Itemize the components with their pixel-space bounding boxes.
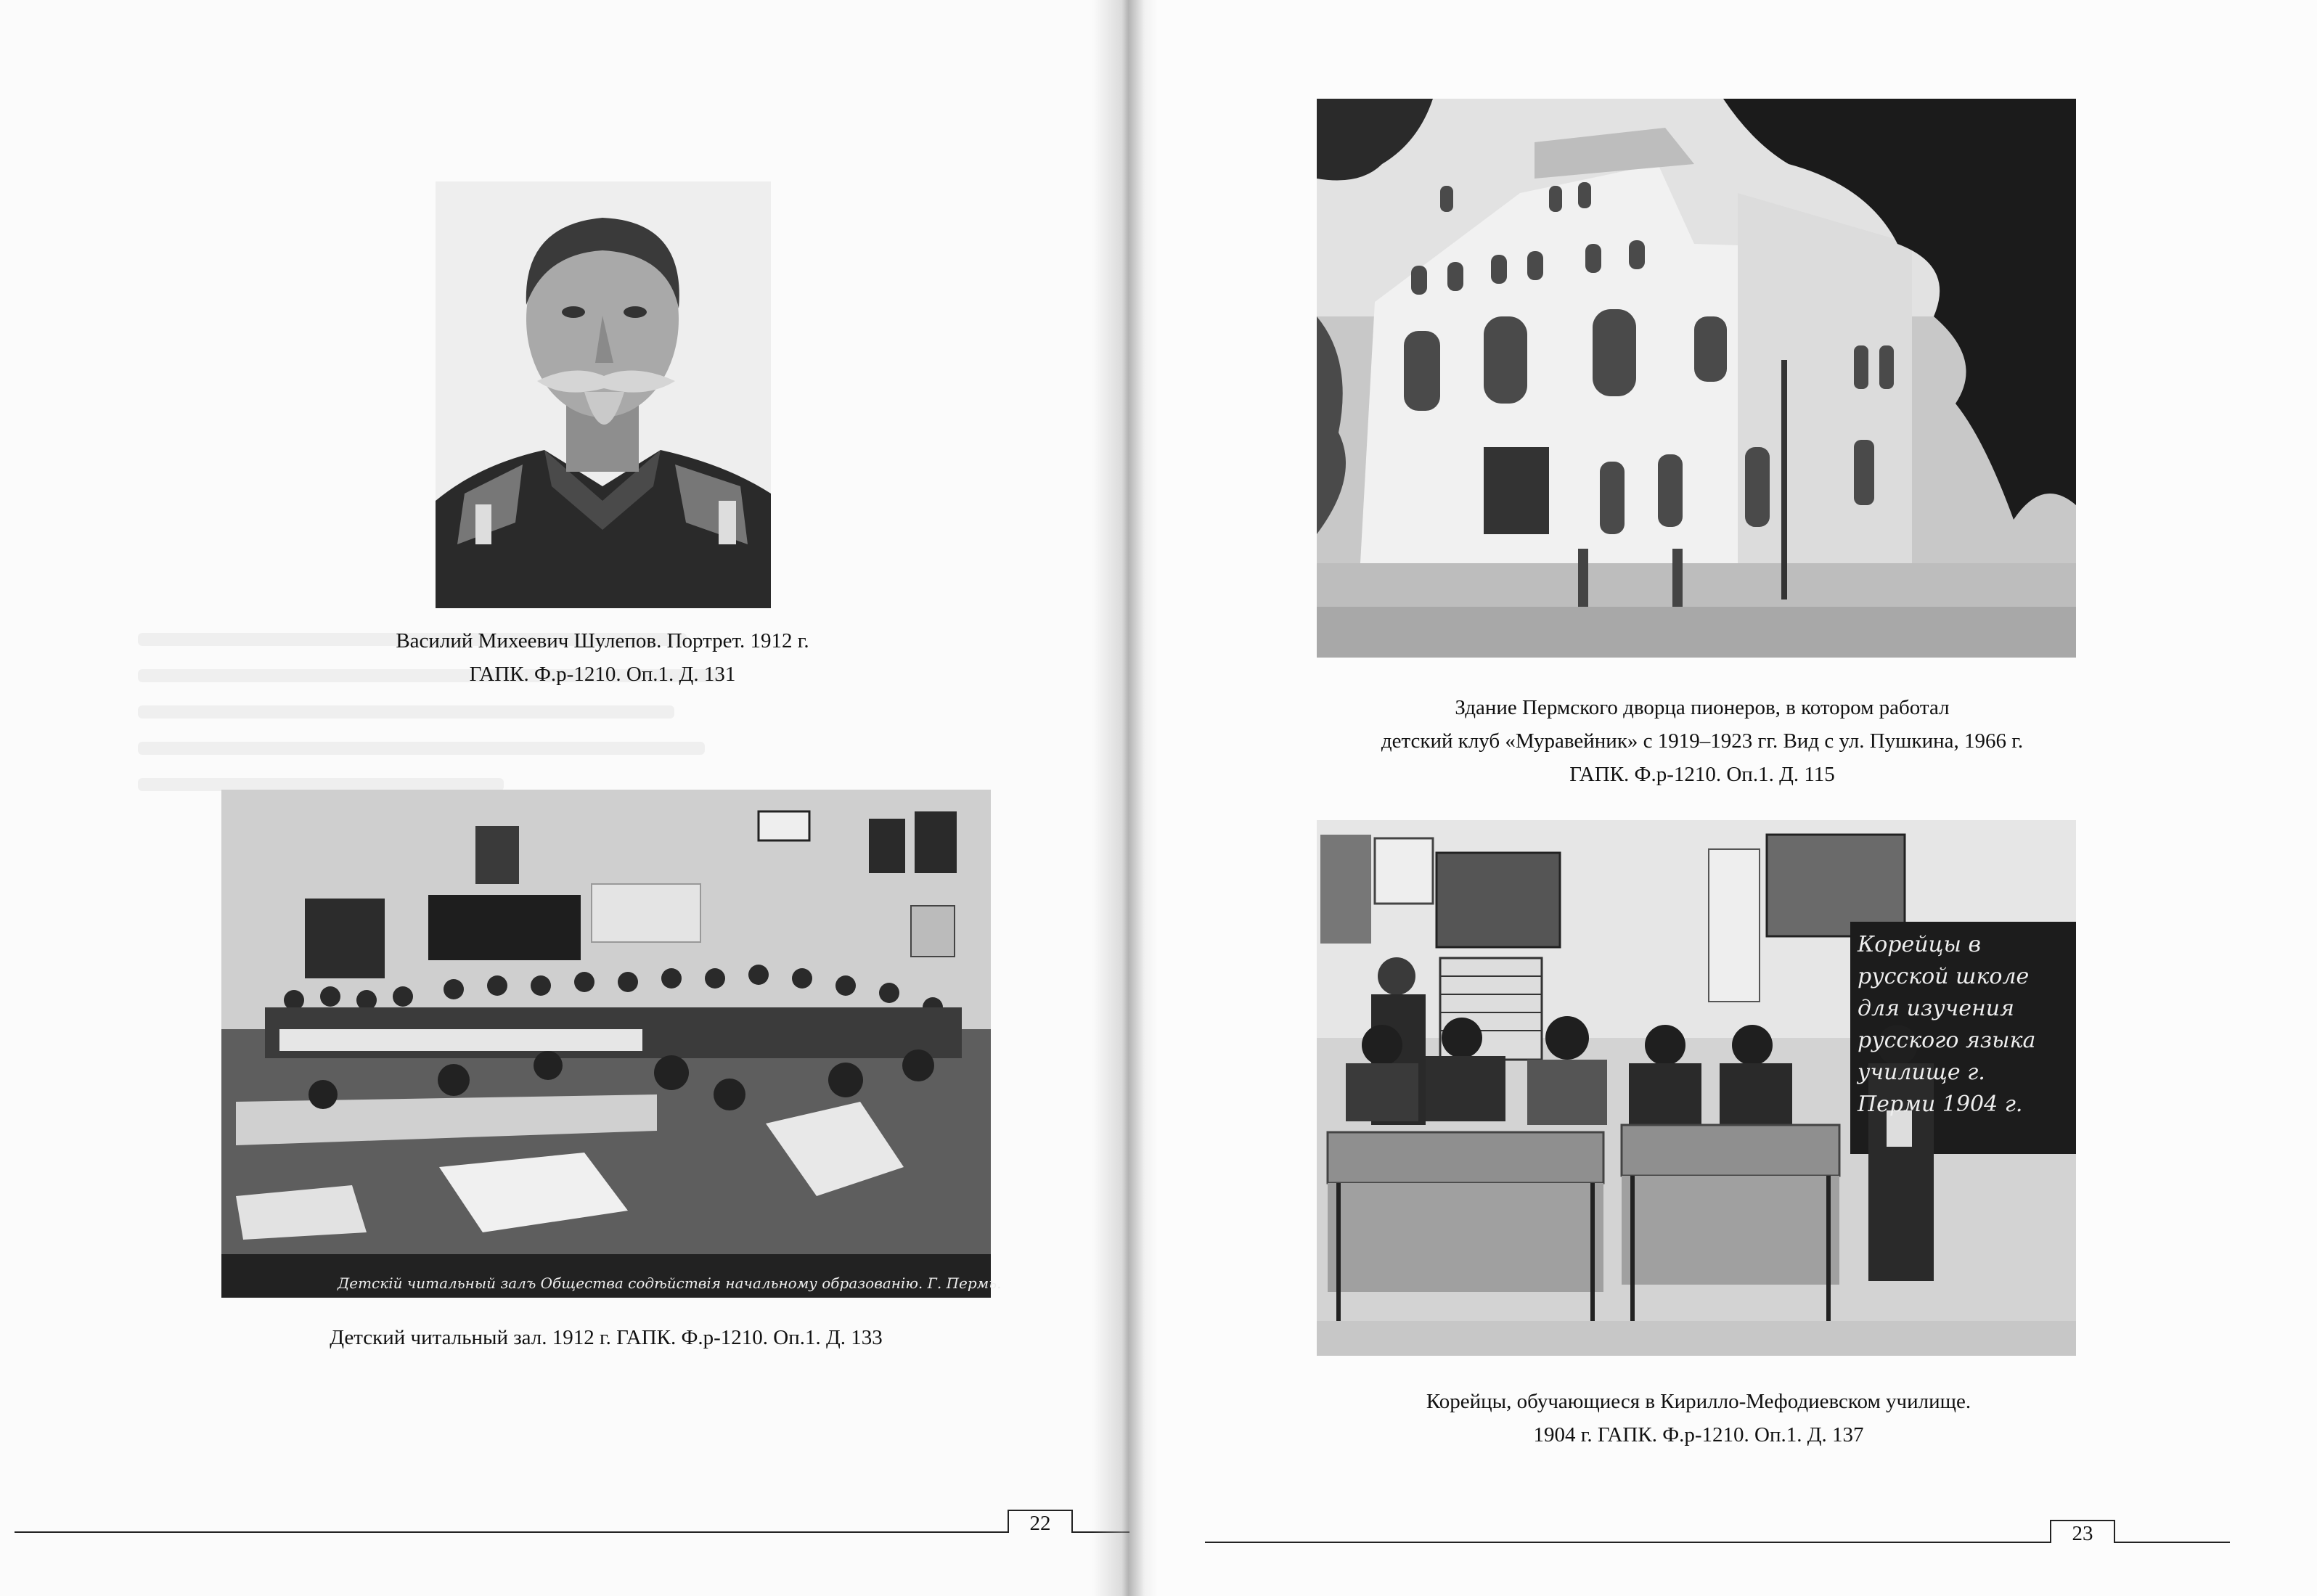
footer-rule-tail <box>2114 1542 2230 1543</box>
portrait-caption <box>312 624 893 691</box>
footer-rule <box>1205 1542 2050 1543</box>
footer-rule <box>15 1531 1008 1533</box>
portrait-caption-line2: ГАПК. Ф.р-1210. Оп.1. Д. 131 <box>469 663 736 686</box>
classroom-caption-line1: Корейцы, обучающиеся в Кирилло-Мефодиевском училище. <box>1426 1390 1971 1413</box>
reading-room-photo <box>221 790 1002 1298</box>
page-number: 23 <box>2072 1522 2093 1545</box>
building-photo <box>1317 99 2076 658</box>
book-gutter <box>1092 0 1158 1596</box>
portrait-caption-line1: Василий Михеевич Шулепов. Портрет. 1912 г. <box>396 629 809 652</box>
classroom-photo <box>1317 820 2076 1356</box>
blackboard-writing: Корейцы в русской школе для изучения русского языка училище г. Перми 1904 г. <box>1858 932 2036 1117</box>
building-caption-line1: Здание Пермского дворца пионеров, в котором работал <box>1455 696 1950 719</box>
building-caption-line2: детский клуб «Муравейник» с 1919–1923 гг. Вид с ул. Пушкина, 1966 г. <box>1381 729 2024 753</box>
page-number: 22 <box>1029 1512 1051 1535</box>
reading-room-inscription: Детскій читальный залъ Общества содѣйствія начальному образованію. Г. Пермь. <box>338 1274 1002 1292</box>
building-caption <box>1285 691 2120 791</box>
portrait-photo <box>436 181 771 608</box>
right-page <box>1132 0 2317 1596</box>
classroom-caption <box>1350 1385 2047 1452</box>
page-number-box <box>2050 1520 2115 1543</box>
building-caption-line3: ГАПК. Ф.р-1210. Оп.1. Д. 115 <box>1569 763 1835 786</box>
left-page <box>0 0 1132 1596</box>
reading-room-caption: Детский читальный зал. 1912 г. ГАПК. Ф.р-1210. Оп.1. Д. 133 <box>330 1326 883 1349</box>
classroom-caption-line2: 1904 г. ГАПК. Ф.р-1210. Оп.1. Д. 137 <box>1533 1423 1864 1446</box>
page-number-box <box>1008 1510 1073 1533</box>
